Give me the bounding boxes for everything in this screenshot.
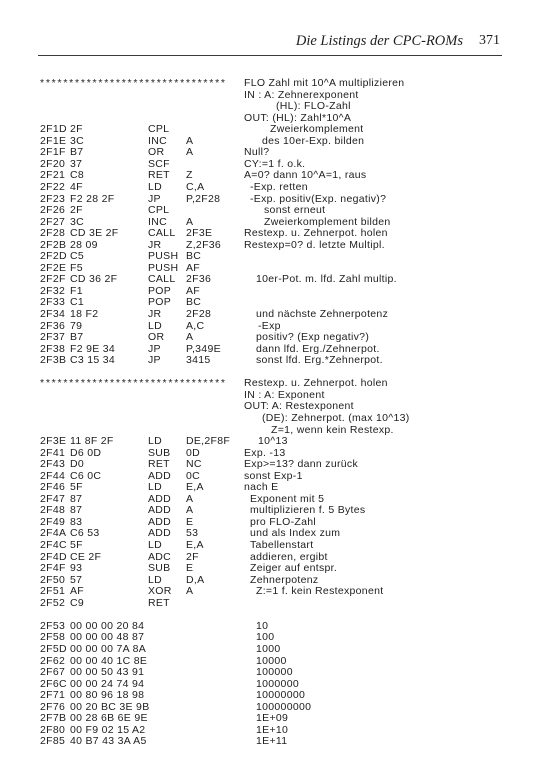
comment: nach E bbox=[244, 481, 279, 494]
operand: 53 bbox=[186, 527, 199, 540]
operand: Z bbox=[186, 169, 193, 182]
address: 2F23 bbox=[40, 192, 66, 205]
address: 2F51 bbox=[40, 585, 66, 598]
opcode-bytes: 87 bbox=[70, 492, 83, 505]
mnemonic: LD bbox=[148, 180, 163, 193]
mnemonic: SUB bbox=[148, 446, 171, 459]
address: 2F2B bbox=[40, 238, 67, 251]
opcode-bytes: F2 28 2F bbox=[70, 192, 115, 205]
address: 2F62 bbox=[40, 654, 66, 667]
opcode-bytes: 2F bbox=[70, 204, 83, 217]
address: 2F4D bbox=[40, 550, 67, 563]
table-row bbox=[0, 620, 539, 632]
table-value: 100 bbox=[256, 631, 275, 644]
address: 2F5D bbox=[40, 642, 67, 655]
table-value: 100000 bbox=[256, 666, 293, 679]
mnemonic: RET bbox=[148, 596, 170, 609]
comment: multiplizieren f. 5 Bytes bbox=[250, 504, 366, 517]
table-value: 100000000 bbox=[256, 700, 312, 713]
mnemonic: ADD bbox=[148, 527, 172, 540]
address: 2F33 bbox=[40, 296, 66, 309]
address: 2F46 bbox=[40, 481, 66, 494]
address: 2F2E bbox=[40, 261, 67, 274]
opcode-bytes: 5F bbox=[70, 539, 83, 551]
address: 2F1E bbox=[40, 134, 67, 147]
address: 2F1F bbox=[40, 146, 66, 159]
mnemonic: JP bbox=[148, 342, 161, 355]
mnemonic: CPL bbox=[148, 123, 170, 136]
opcode-bytes: 2F bbox=[70, 123, 83, 136]
mnemonic: ADC bbox=[148, 550, 172, 563]
address: 2F44 bbox=[40, 469, 66, 482]
opcode-bytes: 00 80 96 18 98 bbox=[70, 689, 145, 702]
table-row bbox=[0, 701, 539, 713]
address: 2F4F bbox=[40, 562, 66, 575]
opcode-bytes: 3C bbox=[70, 215, 85, 228]
operand: 3415 bbox=[186, 354, 211, 367]
table-row bbox=[0, 724, 539, 736]
mnemonic: SUB bbox=[148, 562, 171, 575]
comment: -Exp. retten bbox=[250, 180, 308, 193]
mnemonic: JR bbox=[148, 238, 162, 251]
comment: Z:=1 f. kein Restexponent bbox=[256, 585, 384, 598]
comment: addieren, ergibt bbox=[250, 550, 328, 563]
comment: Zeiger auf entspr. bbox=[250, 562, 338, 575]
mnemonic: SCF bbox=[148, 157, 170, 170]
comment: Tabellenstart bbox=[250, 539, 314, 551]
operand: A bbox=[186, 492, 194, 505]
comment: sonst lfd. Erg.*Zehnerpot. bbox=[256, 354, 383, 367]
mnemonic: PUSH bbox=[148, 250, 179, 263]
table-row bbox=[0, 712, 539, 724]
mnemonic: RET bbox=[148, 458, 170, 471]
opcode-bytes: C3 15 34 bbox=[70, 354, 116, 367]
address: 2F7B bbox=[40, 712, 67, 725]
operand: Z,2F36 bbox=[186, 238, 222, 251]
opcode-bytes: 87 bbox=[70, 504, 83, 517]
address: 2F50 bbox=[40, 573, 66, 586]
opcode-bytes: 3C bbox=[70, 134, 85, 147]
opcode-bytes: 00 F9 02 15 A2 bbox=[70, 723, 146, 736]
address: 2F37 bbox=[40, 331, 66, 344]
address: 2F34 bbox=[40, 308, 66, 320]
opcode-bytes: 4F bbox=[70, 180, 83, 193]
table-value: 1E+10 bbox=[256, 723, 289, 736]
address: 2F53 bbox=[40, 619, 66, 632]
table-row bbox=[0, 678, 539, 690]
table-value: 1000000 bbox=[256, 677, 299, 690]
address: 2F26 bbox=[40, 204, 66, 217]
table-row bbox=[0, 666, 539, 678]
header-comment: Z=1, wenn kein Restexp. bbox=[271, 423, 394, 436]
opcode-bytes: B7 bbox=[70, 146, 84, 159]
header-comment: IN : A: Zehnerexponent bbox=[244, 88, 359, 101]
table-value: 1E+09 bbox=[256, 712, 289, 725]
opcode-bytes: C8 bbox=[70, 169, 85, 182]
mnemonic: INC bbox=[148, 134, 167, 147]
operand: 0D bbox=[186, 446, 201, 459]
mnemonic: ADD bbox=[148, 504, 172, 517]
opcode-bytes: C9 bbox=[70, 596, 85, 609]
operand: A bbox=[186, 331, 194, 344]
operand: DE,2F8F bbox=[186, 435, 231, 448]
comment: sonst erneut bbox=[264, 204, 326, 217]
opcode-bytes: 00 20 BC 3E 9B bbox=[70, 700, 150, 713]
operand: C,A bbox=[186, 180, 205, 193]
mnemonic: LD bbox=[148, 481, 163, 494]
opcode-bytes: 00 28 6B 6E 9E bbox=[70, 712, 148, 725]
comment: -Exp. positiv(Exp. negativ)? bbox=[250, 192, 387, 205]
opcode-bytes: F5 bbox=[70, 261, 83, 274]
opcode-bytes: 93 bbox=[70, 562, 83, 575]
operand: BC bbox=[186, 250, 202, 263]
table-value: 10000 bbox=[256, 654, 287, 667]
address: 2F48 bbox=[40, 504, 66, 517]
opcode-bytes: CD 36 2F bbox=[70, 273, 118, 286]
mnemonic: ADD bbox=[148, 492, 172, 505]
address: 2F4C bbox=[40, 539, 67, 551]
operand: A,C bbox=[186, 319, 205, 332]
operand: A bbox=[186, 146, 194, 159]
address: 2F49 bbox=[40, 515, 66, 528]
mnemonic: PUSH bbox=[148, 261, 179, 274]
operand: A bbox=[186, 215, 194, 228]
mnemonic: POP bbox=[148, 296, 172, 309]
address: 2F4A bbox=[40, 527, 67, 540]
operand: 2F3E bbox=[186, 227, 213, 240]
comment: Zweierkomplement bbox=[270, 123, 364, 136]
operand: A bbox=[186, 585, 194, 598]
opcode-bytes: C6 53 bbox=[70, 527, 100, 540]
comment: Zweierkomplement bilden bbox=[264, 215, 391, 228]
comment: des 10er-Exp. bilden bbox=[262, 134, 365, 147]
table-value: 10 bbox=[256, 619, 269, 632]
mnemonic: LD bbox=[148, 539, 163, 551]
operand: AF bbox=[186, 284, 201, 297]
opcode-bytes: B7 bbox=[70, 331, 84, 344]
mnemonic: CALL bbox=[148, 273, 176, 286]
comment: 10^13 bbox=[258, 435, 288, 448]
comment: Zehnerpotenz bbox=[250, 573, 319, 586]
operand: E bbox=[186, 562, 194, 575]
table-value: 1000 bbox=[256, 642, 281, 655]
address: 2F52 bbox=[40, 596, 66, 609]
table-value: 10000000 bbox=[256, 689, 306, 702]
operand: NC bbox=[186, 458, 202, 471]
operand: 2F36 bbox=[186, 273, 212, 286]
mnemonic: CALL bbox=[148, 227, 176, 240]
mnemonic: OR bbox=[148, 146, 165, 159]
comment: pro FLO-Zahl bbox=[250, 515, 317, 528]
operand: BC bbox=[186, 296, 202, 309]
address: 2F41 bbox=[40, 446, 66, 459]
opcode-bytes: F2 9E 34 bbox=[70, 342, 116, 355]
comment: 10er-Pot. m. lfd. Zahl multip. bbox=[256, 273, 397, 286]
mnemonic: RET bbox=[148, 169, 170, 182]
separator-stars: ******************************** bbox=[40, 377, 227, 390]
opcode-bytes: 11 8F 2F bbox=[70, 435, 114, 448]
opcode-bytes: 5F bbox=[70, 481, 83, 494]
opcode-bytes: 83 bbox=[70, 515, 83, 528]
table-row bbox=[0, 631, 539, 643]
opcode-bytes: 40 B7 43 3A A5 bbox=[70, 735, 147, 748]
opcode-bytes: D6 0D bbox=[70, 446, 102, 459]
address: 2F47 bbox=[40, 492, 66, 505]
opcode-bytes: C1 bbox=[70, 296, 85, 309]
header-comment: OUT: (HL): Zahl*10^A bbox=[244, 111, 352, 124]
opcode-bytes: 57 bbox=[70, 573, 83, 586]
address: 2F71 bbox=[40, 689, 66, 702]
mnemonic: INC bbox=[148, 215, 167, 228]
opcode-bytes: 00 00 00 48 87 bbox=[70, 631, 145, 644]
opcode-bytes: 00 00 24 74 94 bbox=[70, 677, 145, 690]
opcode-bytes: 79 bbox=[70, 319, 83, 332]
mnemonic: LD bbox=[148, 573, 163, 586]
page-number: 371 bbox=[479, 33, 500, 48]
table-row bbox=[0, 643, 539, 655]
mnemonic: JR bbox=[148, 308, 162, 320]
table-value: 1E+11 bbox=[256, 735, 288, 748]
table-row bbox=[0, 735, 539, 747]
opcode-bytes: 00 00 50 43 91 bbox=[70, 666, 145, 679]
operand: 2F28 bbox=[186, 308, 212, 320]
address: 2F43 bbox=[40, 458, 66, 471]
address: 2F21 bbox=[40, 169, 66, 182]
separator-stars: ******************************** bbox=[40, 77, 227, 89]
comment: -Exp bbox=[258, 319, 281, 332]
opcode-bytes: CE 2F bbox=[70, 550, 102, 563]
address: 2F27 bbox=[40, 215, 66, 228]
address: 2F76 bbox=[40, 700, 66, 713]
address: 2F2F bbox=[40, 273, 66, 286]
operand: E,A bbox=[186, 481, 204, 494]
address: 2F67 bbox=[40, 666, 66, 679]
address: 2F1D bbox=[40, 123, 67, 136]
comment: Exp>=13? dann zurück bbox=[244, 458, 358, 471]
mnemonic: POP bbox=[148, 284, 172, 297]
mnemonic: XOR bbox=[148, 585, 172, 598]
comment: Exp. -13 bbox=[244, 446, 286, 459]
comment: Exponent mit 5 bbox=[250, 492, 325, 505]
mnemonic: OR bbox=[148, 331, 165, 344]
table-row bbox=[0, 689, 539, 701]
header-comment: IN : A: Exponent bbox=[244, 388, 325, 401]
header-comment: FLO Zahl mit 10^A multiplizieren bbox=[244, 77, 405, 89]
operand: E bbox=[186, 515, 194, 528]
comment: dann lfd. Erg./Zehnerpot. bbox=[256, 342, 380, 355]
operand: A bbox=[186, 504, 194, 517]
address: 2F28 bbox=[40, 227, 66, 240]
address: 2F38 bbox=[40, 342, 66, 355]
opcode-bytes: C5 bbox=[70, 250, 85, 263]
mnemonic: LD bbox=[148, 435, 163, 448]
address: 2F58 bbox=[40, 631, 66, 644]
comment: Restexp=0? d. letzte Multipl. bbox=[244, 238, 385, 251]
opcode-bytes: F1 bbox=[70, 284, 83, 297]
operand: D,A bbox=[186, 573, 205, 586]
comment: sonst Exp-1 bbox=[244, 469, 303, 482]
address: 2F80 bbox=[40, 723, 66, 736]
comment: Restexp. u. Zehnerpot. holen bbox=[244, 227, 388, 240]
comment: positiv? (Exp negativ?) bbox=[256, 331, 370, 344]
address: 2F3E bbox=[40, 435, 67, 448]
address: 2F22 bbox=[40, 180, 66, 193]
operand: P,349E bbox=[186, 342, 221, 355]
opcode-bytes: 37 bbox=[70, 157, 83, 170]
mnemonic: JP bbox=[148, 192, 161, 205]
comment: und als Index zum bbox=[250, 527, 341, 540]
header-comment: Restexp. u. Zehnerpot. holen bbox=[244, 377, 388, 390]
mnemonic: ADD bbox=[148, 515, 172, 528]
operand: A bbox=[186, 134, 194, 147]
mnemonic: LD bbox=[148, 319, 163, 332]
opcode-bytes: C6 0C bbox=[70, 469, 102, 482]
operand: AF bbox=[186, 261, 201, 274]
operand: 0C bbox=[186, 469, 201, 482]
address: 2F20 bbox=[40, 157, 66, 170]
mnemonic: ADD bbox=[148, 469, 172, 482]
opcode-bytes: 00 00 00 20 84 bbox=[70, 619, 145, 632]
opcode-bytes: 00 00 40 1C 8E bbox=[70, 654, 148, 667]
operand: E,A bbox=[186, 539, 204, 551]
opcode-bytes: CD 3E 2F bbox=[70, 227, 119, 240]
opcode-bytes: 28 09 bbox=[70, 238, 98, 251]
operand: P,2F28 bbox=[186, 192, 221, 205]
mnemonic: JP bbox=[148, 354, 161, 367]
opcode-bytes: AF bbox=[70, 585, 85, 598]
address: 2F32 bbox=[40, 284, 66, 297]
opcode-bytes: 18 F2 bbox=[70, 308, 99, 320]
address: 2F2D bbox=[40, 250, 67, 263]
opcode-bytes: 00 00 00 7A 8A bbox=[70, 642, 147, 655]
header-comment: (DE): Zehnerpot. (max 10^13) bbox=[262, 411, 410, 424]
address: 2F85 bbox=[40, 735, 66, 748]
running-head-title: Die Listings der CPC-ROMs bbox=[295, 33, 463, 49]
header-comment: OUT: A: Restexponent bbox=[244, 400, 354, 413]
comment: A=0? dann 10^A=1, raus bbox=[244, 169, 367, 182]
operand: 2F bbox=[186, 550, 199, 563]
opcode-bytes: D0 bbox=[70, 458, 85, 471]
comment: CY:=1 f. o.k. bbox=[244, 157, 306, 170]
address: 2F36 bbox=[40, 319, 66, 332]
mnemonic: CPL bbox=[148, 204, 170, 217]
address: 2F3B bbox=[40, 354, 67, 367]
comment: Null? bbox=[244, 146, 270, 159]
table-row bbox=[0, 655, 539, 667]
comment: und nächste Zehnerpotenz bbox=[256, 308, 389, 320]
header-comment: (HL): FLO-Zahl bbox=[276, 100, 351, 113]
address: 2F6C bbox=[40, 677, 67, 690]
